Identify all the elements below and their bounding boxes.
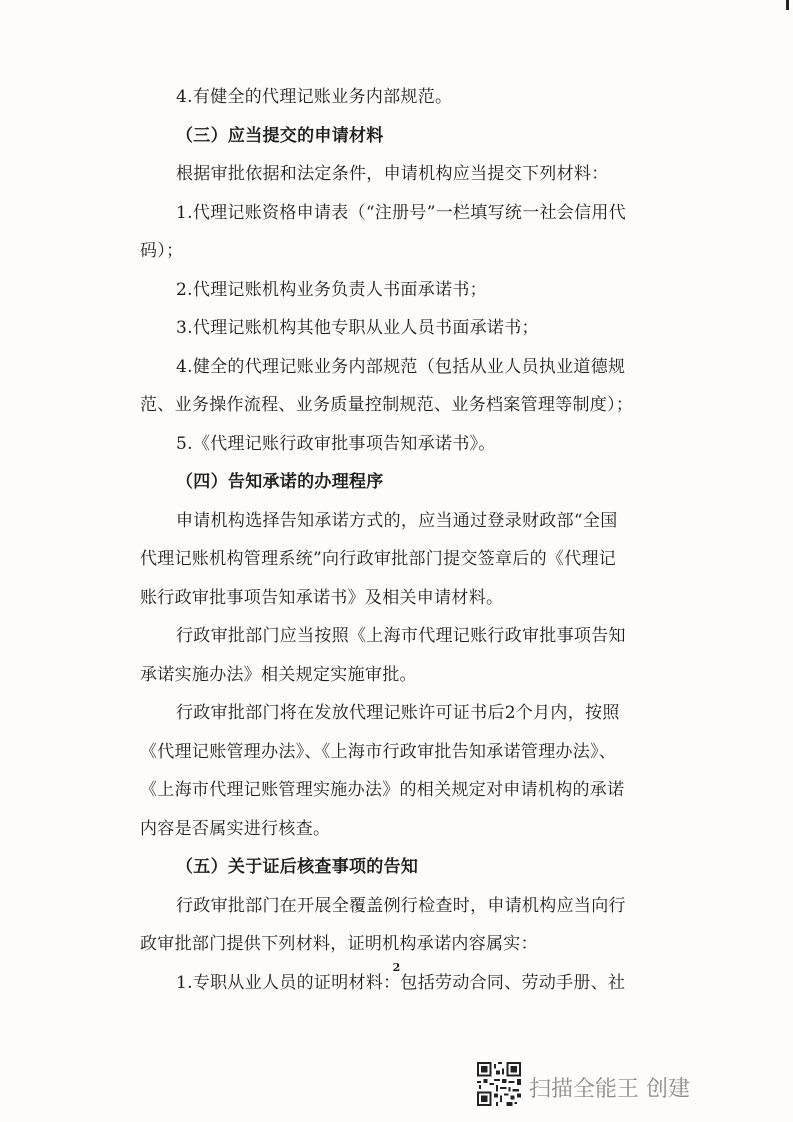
text-line: 5.《代理记账行政审批事项告知承诺书》。 <box>176 433 496 454</box>
text-line: 行政审批部门将在发放代理记账许可证书后2个月内，按照 <box>176 703 620 723</box>
text-line: 1.代理记账资格申请表（“注册号”一栏填写统一社会信用代 <box>176 202 627 223</box>
scanner-brand-label: 扫描全能王 创建 <box>529 1077 690 1102</box>
text-line: 代理记账机构管理系统”向行政审批部门提交签章后的《代理记 <box>140 549 617 569</box>
document-body <box>140 78 660 1002</box>
scanner-watermark <box>477 1058 747 1114</box>
text-line: 账行政审批事项告知承诺书》及相关申请材料。 <box>140 587 504 608</box>
text-line: 3.代理记账机构其他专职从业人员书面承诺书； <box>176 318 539 338</box>
section-heading: （五）关于证后核查事项的告知 <box>176 857 419 877</box>
text-line: 内容是否属实进行核查。 <box>140 818 331 839</box>
qr-code-icon <box>477 1062 521 1106</box>
text-line: 4.健全的代理记账业务内部规范（包括从业人员执业道德规 <box>176 356 626 377</box>
text-line: 4.有健全的代理记账业务内部规范。 <box>176 87 453 107</box>
text-line: 码）； <box>140 241 184 261</box>
section-heading: （四）告知承诺的办理程序 <box>176 472 384 492</box>
text-line: 承诺实施办法》相关规定实施审批。 <box>140 664 417 685</box>
text-line: 1.专职从业人员的证明材料：包括劳动合同、劳动手册、社 <box>176 972 626 993</box>
text-line: 2.代理记账机构业务负责人书面承诺书； <box>176 279 487 300</box>
text-line: 《代理记账管理办法》、《上海市行政审批告知承诺管理办法》、 <box>140 741 617 762</box>
text-line: 申请机构选择告知承诺方式的，应当通过登录财政部“全国 <box>176 510 618 531</box>
text-line: 行政审批部门应当按照《上海市代理记账行政审批事项告知 <box>176 626 626 646</box>
text-line: 《上海市代理记账管理实施办法》的相关规定对申请机构的承诺 <box>140 780 625 800</box>
section-heading: （三）应当提交的申请材料 <box>176 125 384 146</box>
page-number: 2 <box>392 961 401 974</box>
text-line: 行政审批部门在开展全覆盖例行检查时，申请机构应当向行 <box>176 895 626 916</box>
text-line: 政审批部门提供下列材料，证明机构承诺内容属实： <box>140 934 538 954</box>
text-line: 根据审批依据和法定条件，申请机构应当提交下列材料： <box>176 164 609 184</box>
text-line: 范、业务操作流程、业务质量控制规范、业务档案管理等制度）； <box>140 395 634 415</box>
scan-edge-mark <box>786 0 789 10</box>
